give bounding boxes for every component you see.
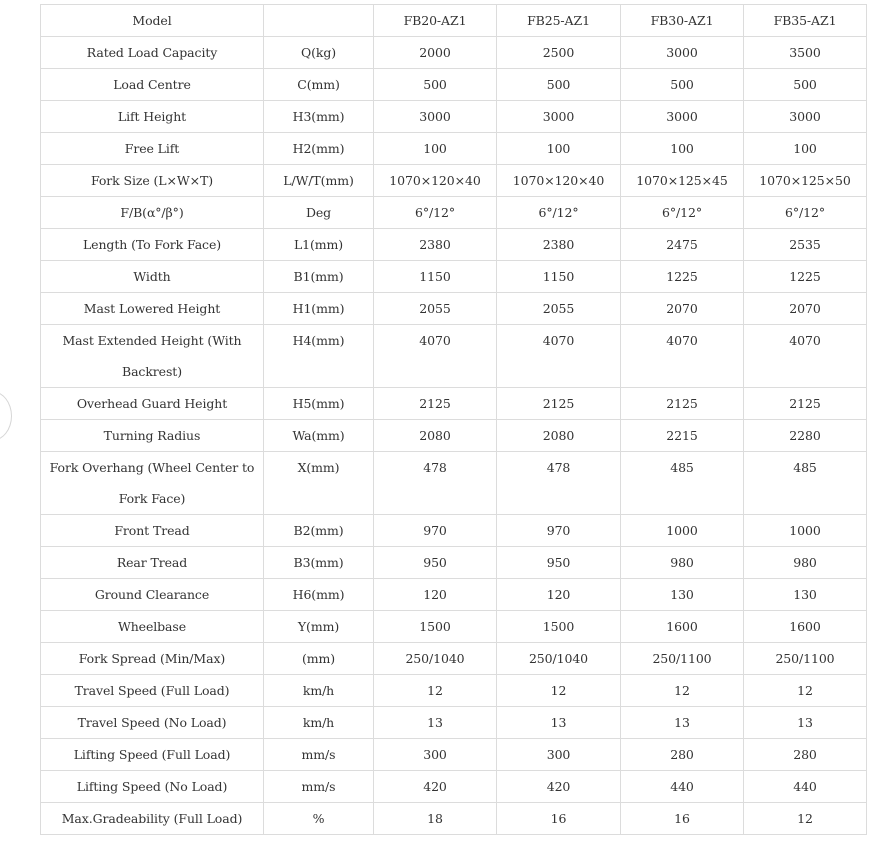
value-fb25: 500 [497,69,621,101]
table-row [41,547,867,579]
value-fb35: 12 [744,675,867,707]
value-fb30: 485 [621,452,744,515]
table-row [41,420,867,452]
row-label: Travel Speed (Full Load) [41,675,264,707]
value-fb25: 16 [497,803,621,835]
row-unit: mm/s [264,771,374,803]
row-label: Load Centre [41,69,264,101]
value-fb20: 250/1040 [374,643,497,675]
table-row [41,771,867,803]
value-fb25: 478 [497,452,621,515]
table-row [41,515,867,547]
row-unit: H2(mm) [264,133,374,165]
value-fb20: 478 [374,452,497,515]
row-unit: B3(mm) [264,547,374,579]
row-label: Overhead Guard Height [41,388,264,420]
table-row [41,229,867,261]
row-unit: % [264,803,374,835]
value-fb25: 6°/12° [497,197,621,229]
row-unit: H6(mm) [264,579,374,611]
header-cell-fb20: FB20-AZ1 [374,5,497,37]
value-fb35: 3000 [744,101,867,133]
value-fb35: 485 [744,452,867,515]
value-fb25: 300 [497,739,621,771]
row-unit: H1(mm) [264,293,374,325]
value-fb30: 1070×125×45 [621,165,744,197]
row-label: Fork Overhang (Wheel Center to Fork Face) [41,452,264,515]
row-unit: B1(mm) [264,261,374,293]
value-fb20: 2380 [374,229,497,261]
header-cell-fb35: FB35-AZ1 [744,5,867,37]
value-fb30: 6°/12° [621,197,744,229]
row-unit: km/h [264,675,374,707]
row-unit: Wa(mm) [264,420,374,452]
row-unit: B2(mm) [264,515,374,547]
value-fb30: 2215 [621,420,744,452]
value-fb20: 1150 [374,261,497,293]
row-unit: Y(mm) [264,611,374,643]
value-fb25: 100 [497,133,621,165]
value-fb35: 2125 [744,388,867,420]
value-fb35: 2535 [744,229,867,261]
row-unit: H4(mm) [264,325,374,388]
value-fb30: 130 [621,579,744,611]
value-fb25: 2125 [497,388,621,420]
value-fb25: 970 [497,515,621,547]
value-fb30: 1600 [621,611,744,643]
value-fb25: 12 [497,675,621,707]
table-row [41,611,867,643]
table-row [41,579,867,611]
value-fb20: 3000 [374,101,497,133]
value-fb35: 980 [744,547,867,579]
row-unit: X(mm) [264,452,374,515]
value-fb20: 300 [374,739,497,771]
value-fb30: 16 [621,803,744,835]
value-fb20: 1070×120×40 [374,165,497,197]
value-fb30: 500 [621,69,744,101]
value-fb35: 250/1100 [744,643,867,675]
spec-table [40,4,867,835]
value-fb20: 420 [374,771,497,803]
row-label: F/B(α°/β°) [41,197,264,229]
value-fb35: 440 [744,771,867,803]
table-row [41,197,867,229]
value-fb35: 1000 [744,515,867,547]
header-cell-model: Model [41,5,264,37]
value-fb35: 2070 [744,293,867,325]
value-fb30: 980 [621,547,744,579]
value-fb35: 1070×125×50 [744,165,867,197]
value-fb35: 1600 [744,611,867,643]
row-label: Mast Extended Height (With Backrest) [41,325,264,388]
value-fb30: 440 [621,771,744,803]
value-fb35: 100 [744,133,867,165]
row-label: Fork Size (L×W×T) [41,165,264,197]
value-fb35: 6°/12° [744,197,867,229]
row-label: Mast Lowered Height [41,293,264,325]
value-fb25: 2055 [497,293,621,325]
value-fb25: 3000 [497,101,621,133]
value-fb30: 250/1100 [621,643,744,675]
value-fb20: 12 [374,675,497,707]
value-fb30: 12 [621,675,744,707]
value-fb35: 280 [744,739,867,771]
row-label: Wheelbase [41,611,264,643]
value-fb20: 500 [374,69,497,101]
table-header-row [41,5,867,37]
value-fb30: 4070 [621,325,744,388]
table-row [41,101,867,133]
table-row [41,261,867,293]
value-fb30: 3000 [621,37,744,69]
row-unit: (mm) [264,643,374,675]
value-fb30: 2125 [621,388,744,420]
header-cell-fb25: FB25-AZ1 [497,5,621,37]
value-fb25: 2380 [497,229,621,261]
table-row [41,293,867,325]
row-label: Free Lift [41,133,264,165]
value-fb25: 2500 [497,37,621,69]
value-fb30: 13 [621,707,744,739]
row-unit: mm/s [264,739,374,771]
value-fb25: 4070 [497,325,621,388]
value-fb25: 120 [497,579,621,611]
value-fb20: 2125 [374,388,497,420]
row-unit: C(mm) [264,69,374,101]
row-label: Fork Spread (Min/Max) [41,643,264,675]
value-fb20: 2055 [374,293,497,325]
row-unit: L1(mm) [264,229,374,261]
value-fb25: 1500 [497,611,621,643]
row-label: Rear Tread [41,547,264,579]
table-row [41,165,867,197]
table-row [41,37,867,69]
header-cell-fb30: FB30-AZ1 [621,5,744,37]
value-fb35: 4070 [744,325,867,388]
value-fb20: 2080 [374,420,497,452]
table-row [41,133,867,165]
value-fb20: 6°/12° [374,197,497,229]
value-fb20: 18 [374,803,497,835]
value-fb20: 120 [374,579,497,611]
value-fb25: 2080 [497,420,621,452]
value-fb35: 12 [744,803,867,835]
table-row [41,643,867,675]
row-label: Front Tread [41,515,264,547]
value-fb20: 950 [374,547,497,579]
value-fb20: 2000 [374,37,497,69]
spec-table-body [41,5,867,835]
table-row [41,803,867,835]
value-fb30: 3000 [621,101,744,133]
value-fb35: 130 [744,579,867,611]
value-fb35: 1225 [744,261,867,293]
table-row [41,388,867,420]
row-unit: H5(mm) [264,388,374,420]
value-fb30: 2070 [621,293,744,325]
value-fb30: 1000 [621,515,744,547]
row-unit: Deg [264,197,374,229]
row-label: Length (To Fork Face) [41,229,264,261]
value-fb25: 420 [497,771,621,803]
row-unit: Q(kg) [264,37,374,69]
value-fb30: 1225 [621,261,744,293]
value-fb35: 2280 [744,420,867,452]
edge-scroll-button[interactable] [0,391,12,441]
row-label: Travel Speed (No Load) [41,707,264,739]
row-label: Width [41,261,264,293]
value-fb30: 280 [621,739,744,771]
value-fb25: 13 [497,707,621,739]
table-row [41,452,867,515]
value-fb25: 250/1040 [497,643,621,675]
value-fb20: 4070 [374,325,497,388]
header-cell-unit [264,5,374,37]
value-fb35: 500 [744,69,867,101]
value-fb25: 1150 [497,261,621,293]
row-label: Turning Radius [41,420,264,452]
row-unit: L/W/T(mm) [264,165,374,197]
table-row [41,325,867,388]
value-fb20: 13 [374,707,497,739]
row-label: Ground Clearance [41,579,264,611]
row-label: Lift Height [41,101,264,133]
row-label: Lifting Speed (No Load) [41,771,264,803]
row-unit: km/h [264,707,374,739]
table-row [41,707,867,739]
value-fb35: 13 [744,707,867,739]
row-label: Lifting Speed (Full Load) [41,739,264,771]
value-fb30: 2475 [621,229,744,261]
row-label: Max.Gradeability (Full Load) [41,803,264,835]
table-row [41,739,867,771]
value-fb35: 3500 [744,37,867,69]
value-fb25: 1070×120×40 [497,165,621,197]
value-fb20: 970 [374,515,497,547]
value-fb25: 950 [497,547,621,579]
row-label: Rated Load Capacity [41,37,264,69]
value-fb30: 100 [621,133,744,165]
table-row [41,69,867,101]
value-fb20: 1500 [374,611,497,643]
table-row [41,675,867,707]
value-fb20: 100 [374,133,497,165]
row-unit: H3(mm) [264,101,374,133]
